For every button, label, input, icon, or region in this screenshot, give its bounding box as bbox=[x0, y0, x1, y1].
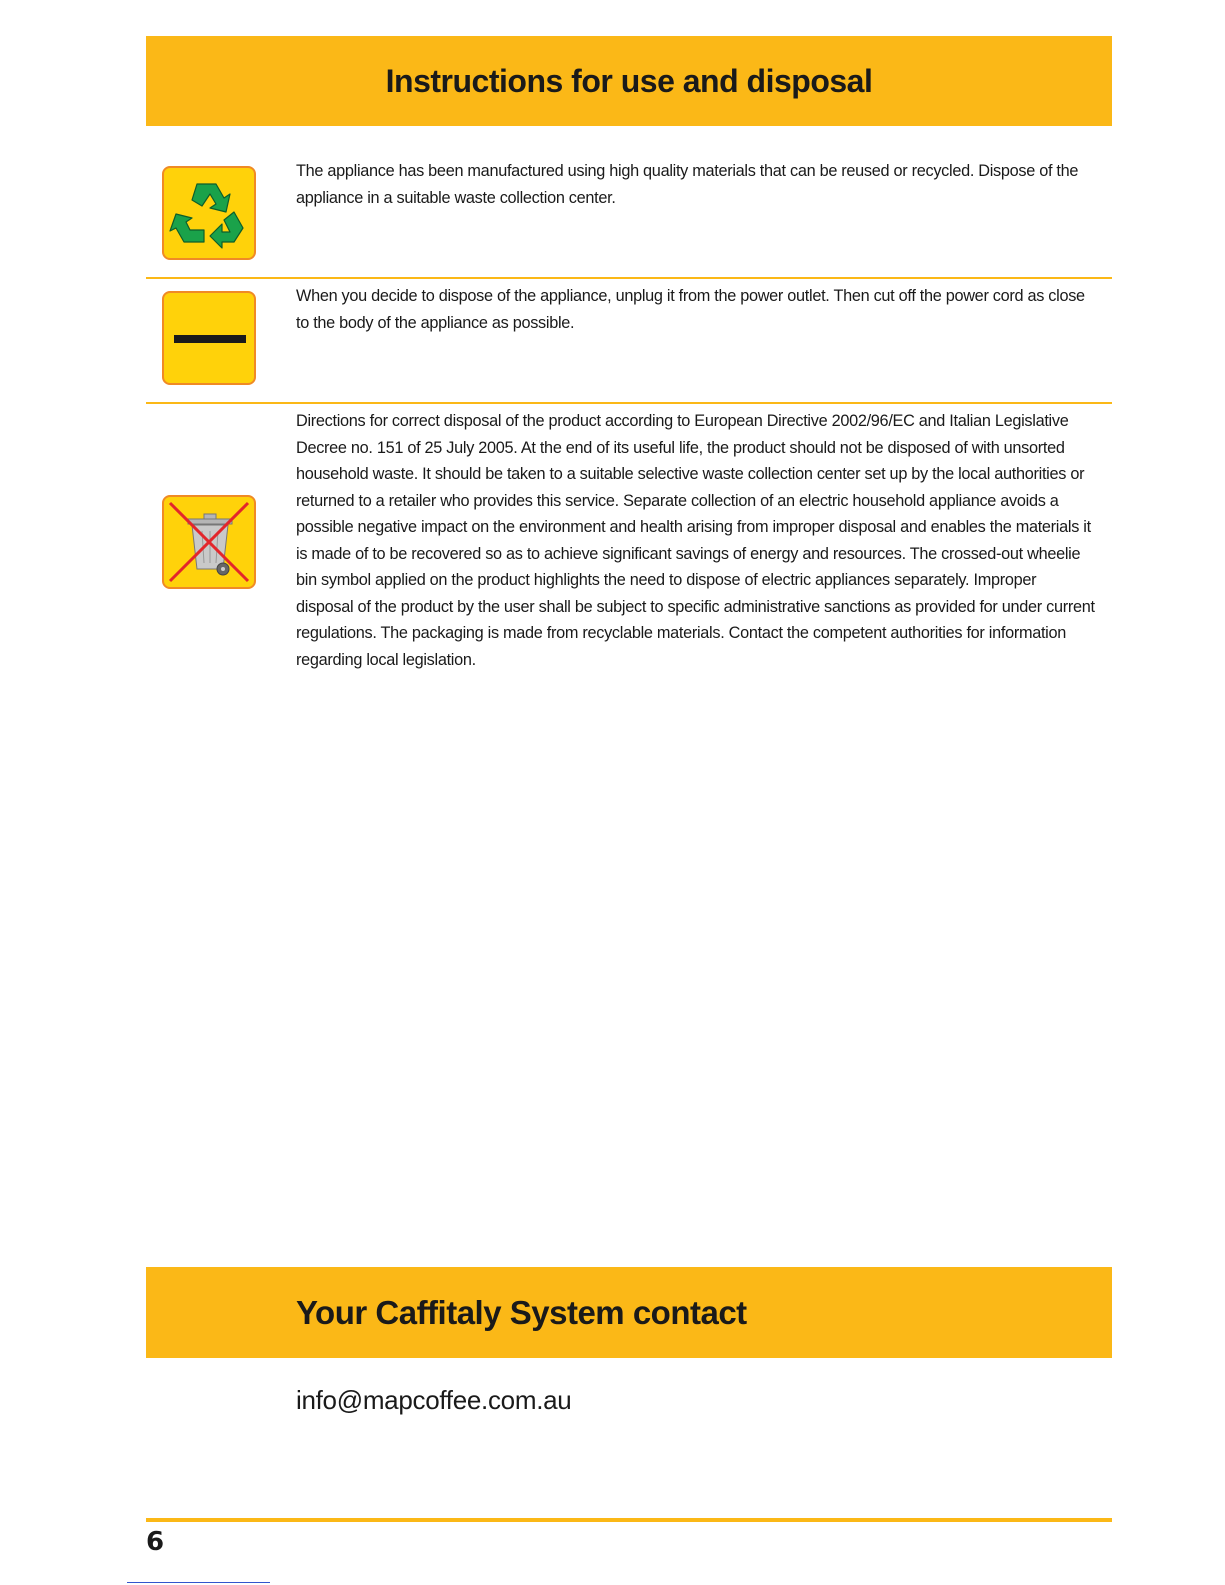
disposal-section-recycle bbox=[146, 126, 1112, 277]
recycle-icon bbox=[162, 166, 256, 260]
contact-banner bbox=[146, 1267, 1112, 1358]
minus-icon bbox=[162, 291, 256, 385]
contact-email[interactable]: info@mapcoffee.com.au bbox=[296, 1385, 572, 1415]
disposal-section-weee bbox=[146, 403, 1112, 693]
page-title: Instructions for use and disposal bbox=[385, 63, 873, 99]
crossed-out-wheelie-bin-icon bbox=[162, 495, 256, 589]
disposal-section-unplug bbox=[146, 278, 1112, 402]
header-banner bbox=[146, 36, 1112, 126]
contact-title: Your Caffitaly System contact bbox=[296, 1294, 747, 1331]
page-number: 6 bbox=[146, 1527, 165, 1557]
section-text: When you decide to dispose of the appliance, unplug it from the power outlet. Then cut off the power cord as close to the body of the appliance as possible. bbox=[296, 287, 1085, 332]
section-text: The appliance has been manufactured using high quality materials that can be reused or recycled. Dispose of the appliance in a suitable waste collection center. bbox=[296, 162, 1079, 207]
section-text: Directions for correct disposal of the product according to European Directive 2002/96/EC and Italian Legislative Decree no. 151 of 25 July 2005. At the end of its useful life, the product should not be disposed of with unsorted household waste. It should be taken to a suitable selective waste collection center set up by the local authorities or returned to a retailer who provides this service. Separate collection of an electric household appliance avoids a possible negative impact on the environment and health arising from improper disposal and enables the materials it is made of to be recovered so as to achieve significant savings of energy and resources. The crossed-out wheelie bin symbol applied on the product highlights the need to dispose of electric appliances separately. Improper disposal of the product by the user shall be subject to specific administrative sanctions as provided for under current regulations. The packaging is made from recyclable materials. Contact the competent authorities for information regarding local legislation. bbox=[296, 412, 1095, 669]
footer-divider bbox=[146, 1518, 1112, 1522]
link-underline bbox=[127, 1582, 270, 1583]
